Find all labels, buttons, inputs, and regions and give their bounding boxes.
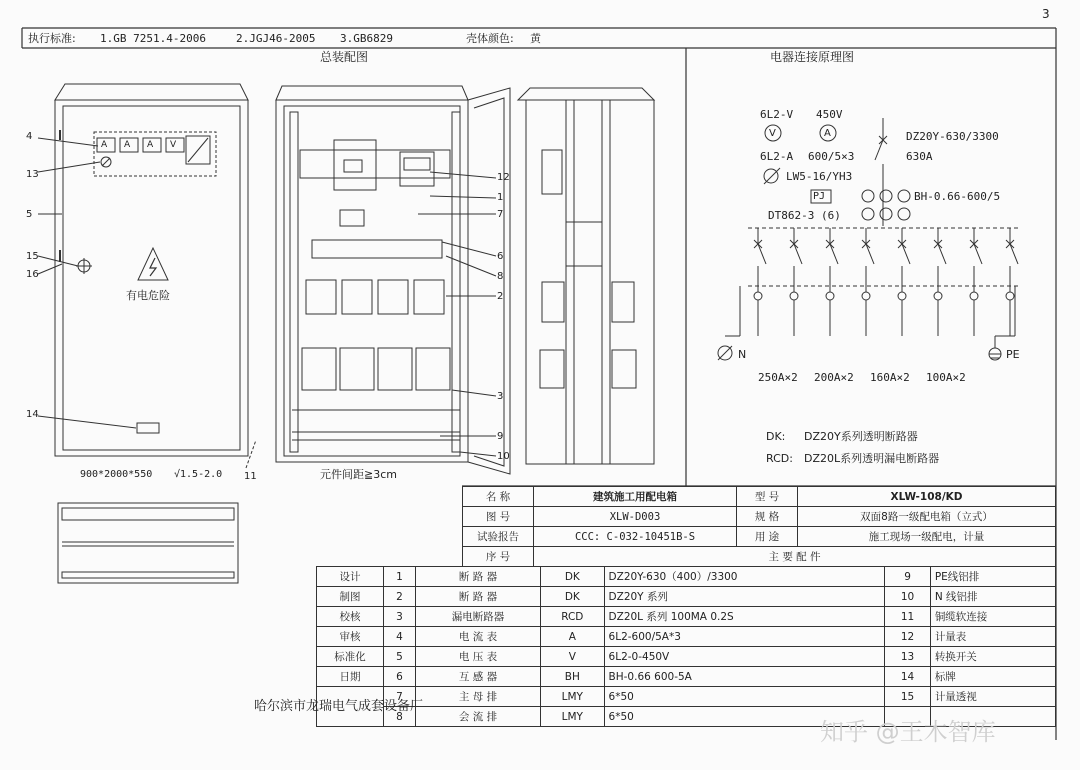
callout-2: 2 bbox=[497, 291, 504, 302]
standard-1: 1.GB 7251.4-2006 bbox=[100, 32, 206, 45]
part-code: RCD bbox=[541, 607, 604, 627]
part-name-2: 计量透视 bbox=[930, 687, 1055, 707]
approval-label: 设计 bbox=[317, 567, 384, 587]
ct-label: BH-0.66-600/5 bbox=[914, 190, 1001, 203]
part-no: 8 bbox=[384, 707, 416, 727]
company-name: 哈尔滨市龙瑞电气成套设备厂 bbox=[254, 699, 424, 714]
part-name: 断 路 器 bbox=[415, 567, 540, 587]
approval-label: 日期 bbox=[317, 667, 384, 687]
callout-12: 12 bbox=[497, 172, 510, 183]
part-name-2: 计量表 bbox=[930, 627, 1055, 647]
part-code: BH bbox=[541, 667, 604, 687]
info-value-use: 施工现场一级配电，计量 bbox=[798, 527, 1056, 547]
breaker-label: DZ20Y-630/3300 bbox=[906, 130, 999, 143]
assembly-title: 总装配图 bbox=[320, 50, 369, 64]
callout-14: 14 bbox=[26, 409, 39, 420]
meter-label-2: A bbox=[124, 140, 131, 150]
legend-desc-rcd: DZ20L系列透明漏电断路器 bbox=[804, 452, 940, 465]
info-row-report bbox=[463, 527, 1056, 547]
part-model: DZ20Y 系列 bbox=[604, 587, 885, 607]
info-key-drawing: 图 号 bbox=[463, 507, 534, 527]
part-code: V bbox=[541, 647, 604, 667]
callout-5: 5 bbox=[26, 209, 33, 220]
parts-row bbox=[317, 607, 1056, 627]
breaker-rating: 630A bbox=[906, 150, 933, 163]
part-name-2: 转换开关 bbox=[930, 647, 1055, 667]
part-name-2: 铜缆软连接 bbox=[930, 607, 1055, 627]
part-model: DZ20Y-630（400）/3300 bbox=[604, 567, 885, 587]
part-name-2: PE线铝排 bbox=[930, 567, 1055, 587]
part-no: 4 bbox=[384, 627, 416, 647]
part-no: 5 bbox=[384, 647, 416, 667]
meter-label-1: A bbox=[101, 140, 108, 150]
voltmeter-label: 6L2-V bbox=[760, 108, 794, 121]
part-code: DK bbox=[541, 567, 604, 587]
info-row-drawing bbox=[463, 507, 1056, 527]
info-value-drawing: XLW-D003 bbox=[534, 507, 737, 527]
info-value-model: XLW-108/KD bbox=[798, 487, 1056, 507]
parts-table bbox=[316, 566, 1056, 727]
cabinet-dimensions: 900*2000*550 bbox=[80, 469, 153, 480]
part-name: 电 流 表 bbox=[415, 627, 540, 647]
part-code: LMY bbox=[541, 687, 604, 707]
parts-row bbox=[317, 647, 1056, 667]
part-no-2: 9 bbox=[885, 567, 931, 587]
standard-3: 3.GB6829 bbox=[340, 32, 393, 45]
part-model: 6L2-600/5A*3 bbox=[604, 627, 885, 647]
meter-label: DT862-3 (6) bbox=[768, 209, 841, 222]
callout-11: 11 bbox=[244, 471, 257, 482]
parts-row bbox=[317, 587, 1056, 607]
voltmeter-rating: 450V bbox=[816, 108, 843, 121]
part-name: 漏电断路器 bbox=[415, 607, 540, 627]
callout-16: 16 bbox=[26, 269, 39, 280]
parts-row bbox=[317, 627, 1056, 647]
part-no: 2 bbox=[384, 587, 416, 607]
part-name: 断 路 器 bbox=[415, 587, 540, 607]
callout-15: 15 bbox=[26, 251, 39, 262]
part-no-2: 11 bbox=[885, 607, 931, 627]
part-no-2: 14 bbox=[885, 667, 931, 687]
parts-row bbox=[317, 687, 1056, 707]
part-name-2: N 线铝排 bbox=[930, 587, 1055, 607]
part-name: 会 流 排 bbox=[415, 707, 540, 727]
callout-6: 6 bbox=[497, 251, 504, 262]
branch-rating-1: 250A×2 bbox=[758, 371, 798, 384]
callout-1: 1 bbox=[497, 192, 504, 203]
part-no: 7 bbox=[384, 687, 416, 707]
title-info-table bbox=[462, 486, 1056, 567]
part-model: 6*50 bbox=[604, 687, 885, 707]
parts-header-row bbox=[463, 547, 1056, 567]
approval-label: 审核 bbox=[317, 627, 384, 647]
parts-header-no: 序 号 bbox=[463, 547, 534, 567]
callout-10: 10 bbox=[497, 451, 510, 462]
legend-code-rcd: RCD: bbox=[766, 452, 793, 465]
meter-label-4: V bbox=[170, 140, 177, 150]
approval-label: 制图 bbox=[317, 587, 384, 607]
part-name-2: 标牌 bbox=[930, 667, 1055, 687]
info-key-model: 型 号 bbox=[737, 487, 798, 507]
part-name: 电 压 表 bbox=[415, 647, 540, 667]
info-value-spec: 双面8路一级配电箱（立式） bbox=[798, 507, 1056, 527]
part-code: A bbox=[541, 627, 604, 647]
part-name: 主 母 排 bbox=[415, 687, 540, 707]
voltmeter-symbol: V bbox=[769, 128, 776, 139]
part-no-2: 13 bbox=[885, 647, 931, 667]
callout-13: 13 bbox=[26, 169, 39, 180]
switch-label: LW5-16/YH3 bbox=[786, 170, 853, 183]
parts-row bbox=[317, 667, 1056, 687]
approval-label: 标准化 bbox=[317, 647, 384, 667]
part-no: 3 bbox=[384, 607, 416, 627]
info-key-name: 名 称 bbox=[463, 487, 534, 507]
pe-label: PE bbox=[1006, 348, 1020, 361]
sheet-thickness: √1.5-2.0 bbox=[174, 469, 223, 480]
standards-label: 执行标准: bbox=[28, 32, 76, 45]
part-code: DK bbox=[541, 587, 604, 607]
schematic-title: 电器连接原理图 bbox=[770, 50, 855, 64]
part-model: DZ20L 系列 100MA 0.2S bbox=[604, 607, 885, 627]
n-label: N bbox=[738, 348, 747, 361]
legend-code-dk: DK: bbox=[766, 430, 786, 443]
pj-label: PJ bbox=[813, 191, 826, 202]
part-code: LMY bbox=[541, 707, 604, 727]
branch-rating-2: 200A×2 bbox=[814, 371, 854, 384]
callout-8: 8 bbox=[497, 271, 504, 282]
hazard-text: 有电危险 bbox=[126, 289, 170, 302]
meter-label-3: A bbox=[147, 140, 154, 150]
info-value-name: 建筑施工用配电箱 bbox=[534, 487, 737, 507]
branch-rating-3: 160A×2 bbox=[870, 371, 910, 384]
info-row-name bbox=[463, 487, 1056, 507]
callout-4: 4 bbox=[26, 131, 33, 142]
part-no: 1 bbox=[384, 567, 416, 587]
info-key-report: 试验报告 bbox=[463, 527, 534, 547]
ammeter-label: 6L2-A bbox=[760, 150, 794, 163]
watermark: 知乎 @王木智库 bbox=[820, 718, 996, 746]
info-key-use: 用 途 bbox=[737, 527, 798, 547]
parts-row bbox=[317, 567, 1056, 587]
ammeter-rating: 600/5×3 bbox=[808, 150, 855, 163]
part-model: 6*50 bbox=[604, 707, 885, 727]
spacing-note: 元件间距≧3cm bbox=[320, 468, 397, 481]
callout-3: 3 bbox=[497, 391, 504, 402]
ammeter-symbol: A bbox=[824, 128, 831, 139]
branch-rating-4: 100A×2 bbox=[926, 371, 966, 384]
color-value: 黄 bbox=[530, 32, 541, 45]
part-model: BH-0.66 600-5A bbox=[604, 667, 885, 687]
info-value-report: CCC: C-032-10451B-S bbox=[534, 527, 737, 547]
part-model: 6L2-0-450V bbox=[604, 647, 885, 667]
callout-7: 7 bbox=[497, 209, 504, 220]
part-name: 互 感 器 bbox=[415, 667, 540, 687]
part-no-2: 10 bbox=[885, 587, 931, 607]
approval-label: 校核 bbox=[317, 607, 384, 627]
legend-desc-dk: DZ20Y系列透明断路器 bbox=[804, 430, 918, 443]
part-no: 6 bbox=[384, 667, 416, 687]
page-number: 3 bbox=[1042, 7, 1050, 21]
part-no-2: 15 bbox=[885, 687, 931, 707]
parts-header-main: 主 要 配 件 bbox=[534, 547, 1056, 567]
part-no-2: 12 bbox=[885, 627, 931, 647]
info-key-spec: 规 格 bbox=[737, 507, 798, 527]
callout-9: 9 bbox=[497, 431, 504, 442]
standard-2: 2.JGJ46-2005 bbox=[236, 32, 316, 45]
color-label: 壳体颜色: bbox=[466, 32, 514, 45]
